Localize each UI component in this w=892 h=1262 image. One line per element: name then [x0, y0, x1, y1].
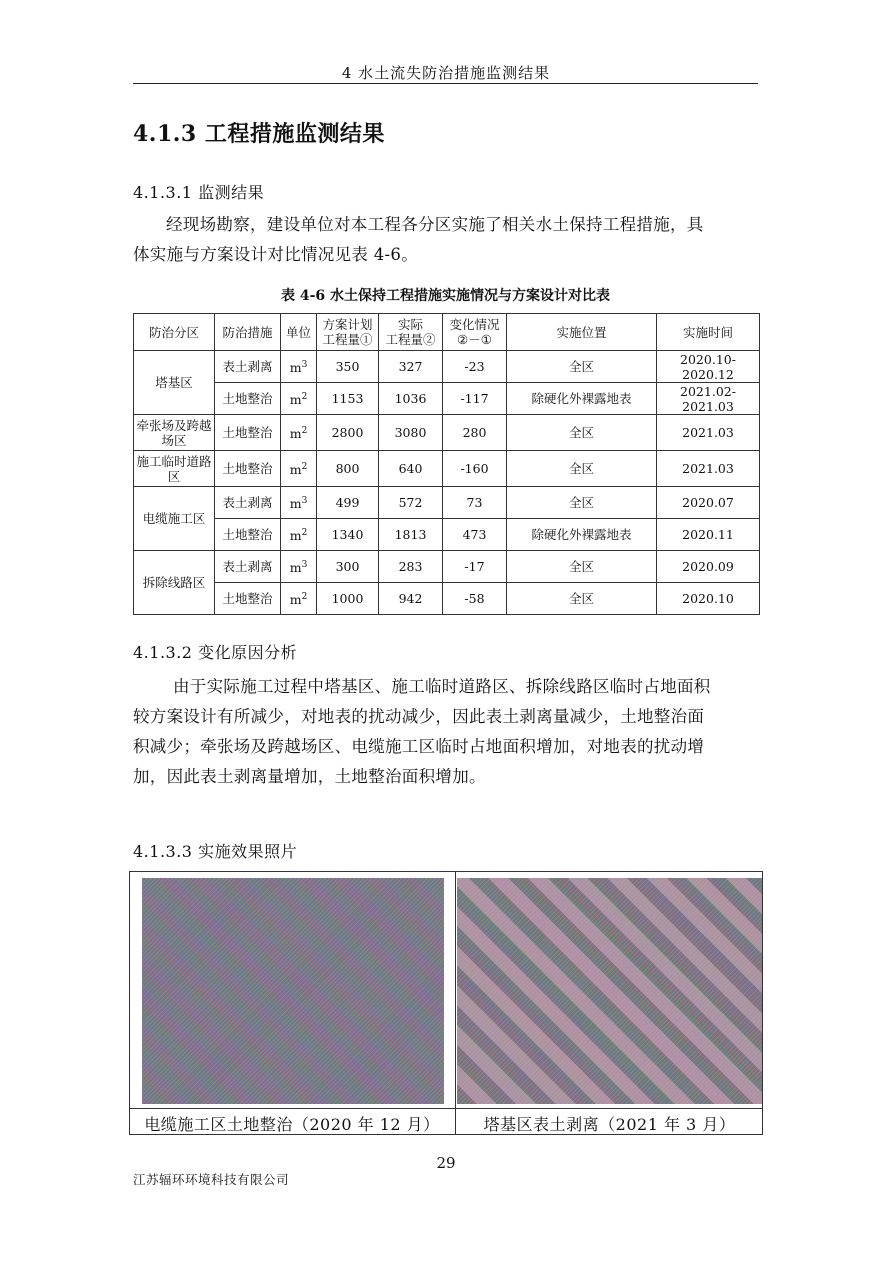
time-cell: 2020.11 — [657, 519, 760, 551]
unit-cell — [281, 487, 317, 519]
tower-area-topsoil-stripping-photo — [457, 878, 762, 1104]
running-header: 4 水土流失防治措施监测结果 — [341, 64, 551, 82]
time-cell: 2020.07 — [657, 487, 760, 519]
table-row — [134, 487, 760, 519]
paragraph-line: 积减少；牵张场及跨越场区、电缆施工区临时占地面积增加，对地表的扰动增 — [133, 737, 705, 756]
time-cell: 2020.10 — [657, 583, 760, 615]
photo-caption-right: 塔基区表土剥离（2021 年 3 月） — [483, 1115, 736, 1134]
actual-cell: 1036 — [379, 383, 443, 415]
planned-cell: 1340 — [317, 519, 379, 551]
unit-cell — [281, 351, 317, 383]
table-row — [134, 451, 760, 487]
unit-cell — [281, 451, 317, 487]
zone-cell: 牵张场及跨越场区 — [134, 415, 215, 451]
time-cell: 2021.03 — [657, 451, 760, 487]
measure-cell: 表土剥离 — [215, 351, 281, 383]
measure-cell: 表土剥离 — [215, 487, 281, 519]
change-cell: -23 — [443, 351, 507, 383]
unit-exponent: 2 — [301, 527, 308, 538]
photo-column-divider — [455, 871, 456, 1135]
header-unit: 单位 — [281, 314, 317, 351]
unit-base: m — [289, 528, 302, 544]
location-cell: 全区 — [507, 551, 657, 583]
actual-cell: 283 — [379, 551, 443, 583]
table-caption: 表 4-6 水土保持工程措施实施情况与方案设计对比表 — [280, 288, 611, 304]
unit-base: m — [289, 496, 302, 512]
paragraph-line: 加，因此表土剥离量增加，土地整治面积增加。 — [133, 767, 486, 786]
photo-caption-rule — [129, 1108, 763, 1109]
measures-comparison-table — [133, 313, 760, 615]
subsection-title-analysis: 4.1.3.2 变化原因分析 — [133, 643, 298, 662]
actual-cell: 1813 — [379, 519, 443, 551]
subsection-title-photos: 4.1.3.3 实施效果照片 — [133, 842, 298, 861]
unit-exponent: 2 — [301, 591, 308, 602]
header-rule — [133, 83, 758, 84]
unit-base: m — [289, 360, 302, 376]
change-cell: -58 — [443, 583, 507, 615]
header-planned — [317, 314, 379, 351]
zone-cell: 拆除线路区 — [134, 551, 215, 615]
unit-base: m — [289, 592, 302, 608]
header-change-line2: ②－① — [457, 332, 492, 347]
table-row — [134, 583, 760, 615]
unit-exponent: 2 — [301, 425, 308, 436]
table-header-row — [134, 314, 760, 351]
header-change-line1: 变化情况 — [449, 317, 500, 332]
unit-base: m — [289, 392, 302, 408]
header-planned-line1: 方案计划 — [322, 317, 373, 332]
header-actual — [379, 314, 443, 351]
header-time: 实施时间 — [657, 314, 760, 351]
time-cell: 2021.02-2021.03 — [657, 383, 760, 415]
location-cell: 全区 — [507, 487, 657, 519]
unit-cell — [281, 583, 317, 615]
header-measure: 防治措施 — [215, 314, 281, 351]
unit-exponent: 3 — [301, 359, 308, 370]
table-row — [134, 519, 760, 551]
unit-cell — [281, 415, 317, 451]
header-actual-line1: 实际 — [397, 317, 423, 332]
table-row — [134, 415, 760, 451]
unit-exponent: 2 — [301, 391, 308, 402]
header-planned-line2: 工程量① — [322, 332, 373, 347]
planned-cell: 1000 — [317, 583, 379, 615]
location-cell: 全区 — [507, 351, 657, 383]
unit-exponent: 3 — [301, 559, 308, 570]
planned-cell: 499 — [317, 487, 379, 519]
location-cell: 全区 — [507, 583, 657, 615]
zone-cell: 塔基区 — [134, 351, 215, 415]
change-cell: 73 — [443, 487, 507, 519]
location-cell: 全区 — [507, 415, 657, 451]
unit-base: m — [289, 426, 302, 442]
measure-cell: 土地整治 — [215, 583, 281, 615]
unit-base: m — [289, 462, 302, 478]
actual-cell: 572 — [379, 487, 443, 519]
paragraph-line: 由于实际施工过程中塔基区、施工临时道路区、拆除线路区临时占地面积 — [173, 677, 711, 696]
actual-cell: 640 — [379, 451, 443, 487]
analysis-paragraph — [133, 672, 758, 792]
paragraph-line: 经现场勘察，建设单位对本工程各分区实施了相关水土保持工程措施，具 — [166, 215, 704, 234]
zone-cell: 电缆施工区 — [134, 487, 215, 551]
unit-exponent: 3 — [301, 495, 308, 506]
time-cell: 2021.03 — [657, 415, 760, 451]
measure-cell: 土地整治 — [215, 415, 281, 451]
photo-caption-left: 电缆施工区土地整治（2020 年 12 月） — [144, 1115, 440, 1134]
paragraph-line: 体实施与方案设计对比情况见表 4-6。 — [133, 245, 419, 264]
header-zone: 防治分区 — [134, 314, 215, 351]
change-cell: 280 — [443, 415, 507, 451]
planned-cell: 2800 — [317, 415, 379, 451]
table-row — [134, 383, 760, 415]
unit-base: m — [289, 560, 302, 576]
planned-cell: 1153 — [317, 383, 379, 415]
header-change — [443, 314, 507, 351]
table-row — [134, 551, 760, 583]
unit-cell — [281, 383, 317, 415]
measure-cell: 土地整治 — [215, 383, 281, 415]
header-actual-line2: 工程量② — [385, 332, 436, 347]
actual-cell: 942 — [379, 583, 443, 615]
results-paragraph — [133, 210, 758, 270]
subsection-title-results: 4.1.3.1 监测结果 — [133, 183, 265, 202]
location-cell: 除硬化外裸露地表 — [507, 383, 657, 415]
change-cell: -17 — [443, 551, 507, 583]
location-cell: 全区 — [507, 451, 657, 487]
unit-exponent: 2 — [301, 461, 308, 472]
time-cell: 2020.10-2020.12 — [657, 351, 760, 383]
change-cell: -160 — [443, 451, 507, 487]
planned-cell: 300 — [317, 551, 379, 583]
zone-cell: 施工临时道路区 — [134, 451, 215, 487]
page-number: 29 — [436, 1154, 456, 1172]
actual-cell: 3080 — [379, 415, 443, 451]
paragraph-line: 较方案设计有所减少，对地表的扰动减少，因此表土剥离量减少，土地整治面 — [133, 707, 705, 726]
change-cell: -117 — [443, 383, 507, 415]
measure-cell: 土地整治 — [215, 519, 281, 551]
change-cell: 473 — [443, 519, 507, 551]
unit-cell — [281, 551, 317, 583]
planned-cell: 350 — [317, 351, 379, 383]
unit-cell — [281, 519, 317, 551]
measure-cell: 表土剥离 — [215, 551, 281, 583]
cable-area-land-leveling-photo — [142, 878, 444, 1104]
planned-cell: 800 — [317, 451, 379, 487]
measure-cell: 土地整治 — [215, 451, 281, 487]
table-row — [134, 351, 760, 383]
footer-company-name: 江苏辐环环境科技有限公司 — [133, 1172, 290, 1187]
actual-cell: 327 — [379, 351, 443, 383]
header-location: 实施位置 — [507, 314, 657, 351]
section-heading: 4.1.3 工程措施监测结果 — [133, 121, 385, 147]
location-cell: 除硬化外裸露地表 — [507, 519, 657, 551]
time-cell: 2020.09 — [657, 551, 760, 583]
